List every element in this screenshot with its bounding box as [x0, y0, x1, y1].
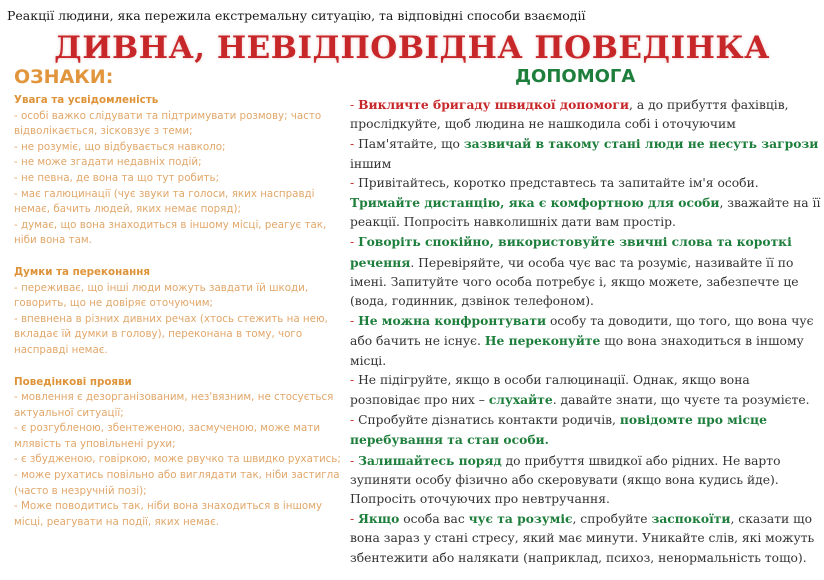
list-line: - може рухатись повільно або виглядати так, ніби застигла — [14, 469, 340, 482]
body-text: Привітайтесь, коротко представтесь та запитайте ім'я особи. — [358, 175, 759, 190]
body-text: іншим — [350, 156, 392, 171]
list-line: місці, реагувати на події, яких немає. — [14, 515, 220, 528]
help-line — [350, 311, 815, 331]
emphasis-text: Не переконуйте — [484, 333, 601, 349]
list-line: - є збудженою, говіркою, може рвучко та швидко рухатись; — [14, 453, 341, 466]
body-text: - — [350, 372, 359, 387]
body-text: (вода, годинник, дзвінок телефоном). — [350, 294, 594, 309]
body-text: Пам'ятайте, що — [358, 137, 464, 152]
list-line: - є розгубленою, збентеженою, засмученою, може мати — [14, 422, 321, 435]
emphasis-text: чує та розуміє — [468, 511, 573, 527]
help-line — [350, 213, 815, 232]
list-line: - переживає, що інші люди можуть завдати їй шкоди, — [14, 281, 309, 294]
body-text: - — [350, 453, 359, 468]
body-text: прослідкуйте, щоб людина не нашкодила собі і оточуючим — [350, 117, 736, 132]
list-line: актуальної ситуації; — [14, 406, 124, 419]
help-line — [350, 390, 815, 410]
help-line — [350, 232, 815, 252]
body-text: Спробуйте дізнатись контакти родичів, — [358, 413, 620, 428]
emphasis-text: Якщо — [358, 511, 400, 527]
signs-section-behavior — [14, 375, 344, 531]
help-line — [350, 193, 821, 213]
help-line — [350, 451, 815, 471]
body-text: , сказати що — [730, 512, 812, 527]
help-line — [350, 509, 815, 529]
list-line: немає, бачить людей, яких немає поряд); — [14, 203, 241, 216]
page-title: ДИВНА, НЕВІДПОВІДНА ПОВЕДІНКА — [54, 30, 770, 66]
list-line: - не певна, де вона та що тут робить; — [14, 171, 220, 184]
list-line: говорить, що не довіряє оточуючим; — [14, 297, 213, 310]
help-line — [350, 549, 815, 568]
body-text: - — [350, 98, 359, 112]
body-text: що вона знаходиться в іншому — [600, 334, 804, 349]
body-text: - — [350, 314, 359, 329]
list-line: - думає, що вона знаходиться в іншому місці, реагує так, — [14, 218, 327, 231]
help-line — [350, 410, 815, 430]
emphasis-text: зазвичай в такому стані люди не несуть загрози — [463, 136, 819, 152]
list-line: - не може згадати недавніх подій; — [14, 156, 202, 169]
body-text: розповідає про них – — [350, 393, 489, 408]
body-text: зупиняти особу фізично або скеровувати (якщо вона кудись йде). — [350, 472, 779, 487]
body-text: імені. Запитуйте чого особа потребує і, якщо можете, забезпечте це — [350, 274, 799, 289]
body-text: до прибуття швидкої або рідних. Не варто — [501, 453, 781, 468]
body-text: Не підігруйте, якщо в особи галюцинації. Однак, якщо вона — [358, 372, 750, 387]
section-spacer — [14, 359, 344, 375]
body-text: , спробуйте — [572, 512, 652, 527]
help-line — [350, 471, 815, 490]
list-line: - Може поводитись так, ніби вона знаходиться в іншому — [14, 500, 323, 513]
list-line: - особі важко слідувати та підтримувати розмову; часто — [14, 109, 322, 122]
help-line — [350, 134, 819, 154]
alert-text: Викличте бригаду швидкої допомоги — [358, 97, 630, 112]
help-line — [350, 352, 815, 371]
help-line — [350, 115, 815, 134]
section-title: Поведінкові прояви — [14, 375, 132, 388]
help-line — [350, 253, 815, 273]
list-line: - не розуміє, що відбувається навколо; — [14, 140, 226, 153]
section-spacer — [14, 249, 344, 265]
body-text: Попросіть оточуючих про невтручання. — [350, 492, 610, 507]
body-text: збентежити або налякати (наприклад, психоз, ненормальність тощо). — [350, 550, 807, 565]
body-text: або бачить не існує. — [350, 334, 485, 349]
signs-column — [14, 93, 344, 530]
emphasis-text: Залишайтесь поряд — [358, 452, 502, 468]
body-text: - — [350, 235, 359, 250]
signs-heading: ОЗНАКИ: — [14, 66, 114, 88]
signs-section-attention — [14, 93, 344, 249]
list-line: вкладає їй думки в голову), переконана в тому, чого — [14, 328, 303, 341]
body-text: . Перевіряйте, чи особа чує вас та розуміє, називайте її по — [410, 255, 794, 270]
body-text: - — [350, 413, 359, 428]
emphasis-text: Говоріть спокійно, використовуйте звичні слова та короткі — [358, 234, 792, 250]
help-line — [350, 292, 815, 311]
list-line: - впевнена в різних дивних речах (хтось стежить на нею, — [14, 312, 328, 325]
emphasis-text: повідомте про місце — [619, 412, 767, 428]
help-line — [350, 529, 815, 548]
help-line — [350, 273, 815, 292]
body-text: особа вас — [399, 512, 469, 527]
body-text: - — [350, 137, 359, 152]
help-line — [350, 155, 815, 174]
body-text: - — [350, 175, 359, 190]
list-line: насправді немає. — [14, 343, 108, 356]
emphasis-text: слухайте — [488, 392, 553, 408]
help-line — [350, 95, 815, 115]
list-line: - має галюцинації (чує звуки та голоси, яких насправді — [14, 187, 315, 200]
body-text: особу та доводити, що того, що вона чує — [546, 314, 814, 329]
body-text: - — [350, 512, 359, 527]
emphasis-text: Тримайте дистанцію, яка є комфортною для особи — [350, 195, 720, 211]
body-text: реакції. Попросіть навколишніх дати вам простір. — [350, 215, 676, 230]
help-line — [350, 490, 815, 509]
list-line: - мовлення є дезорганізованим, нез'вязним, не стосується — [14, 391, 334, 404]
emphasis-text: перебування та стан особи. — [350, 432, 549, 448]
list-line: ніби вона там. — [14, 234, 92, 247]
body-text: вона зараз у стані стресу, який має минути. Уникайте слів, які можуть — [350, 531, 815, 546]
section-title: Увага та усвідомленість — [14, 94, 159, 106]
help-column — [350, 95, 821, 568]
body-text: . давайте знати, що чуєте та розумієте. — [552, 393, 810, 408]
help-line — [350, 174, 815, 193]
signs-section-thoughts — [14, 265, 344, 359]
help-heading: ДОПОМОГА — [515, 66, 636, 87]
emphasis-text: Не можна конфронтувати — [358, 313, 547, 329]
body-text: , а до прибуття фахівців, — [629, 98, 789, 112]
list-line: млявість та уповільнені рухи; — [14, 437, 176, 450]
help-line — [350, 430, 815, 450]
body-text: місці. — [350, 353, 387, 368]
help-line — [350, 371, 815, 390]
list-line: відволікається, зісковзує з теми; — [14, 125, 193, 138]
list-line: (часто в незручній позі); — [14, 484, 147, 497]
emphasis-text: речення — [350, 254, 411, 270]
page-caption: Реакції людини, яка пережила екстремальну ситуацію, та відповідні способи взаємодії — [7, 8, 586, 23]
emphasis-text: заспокоїти — [651, 511, 731, 527]
help-line — [350, 331, 815, 351]
section-title: Думки та переконання — [14, 265, 151, 278]
body-text: , зважайте на її — [719, 196, 821, 211]
